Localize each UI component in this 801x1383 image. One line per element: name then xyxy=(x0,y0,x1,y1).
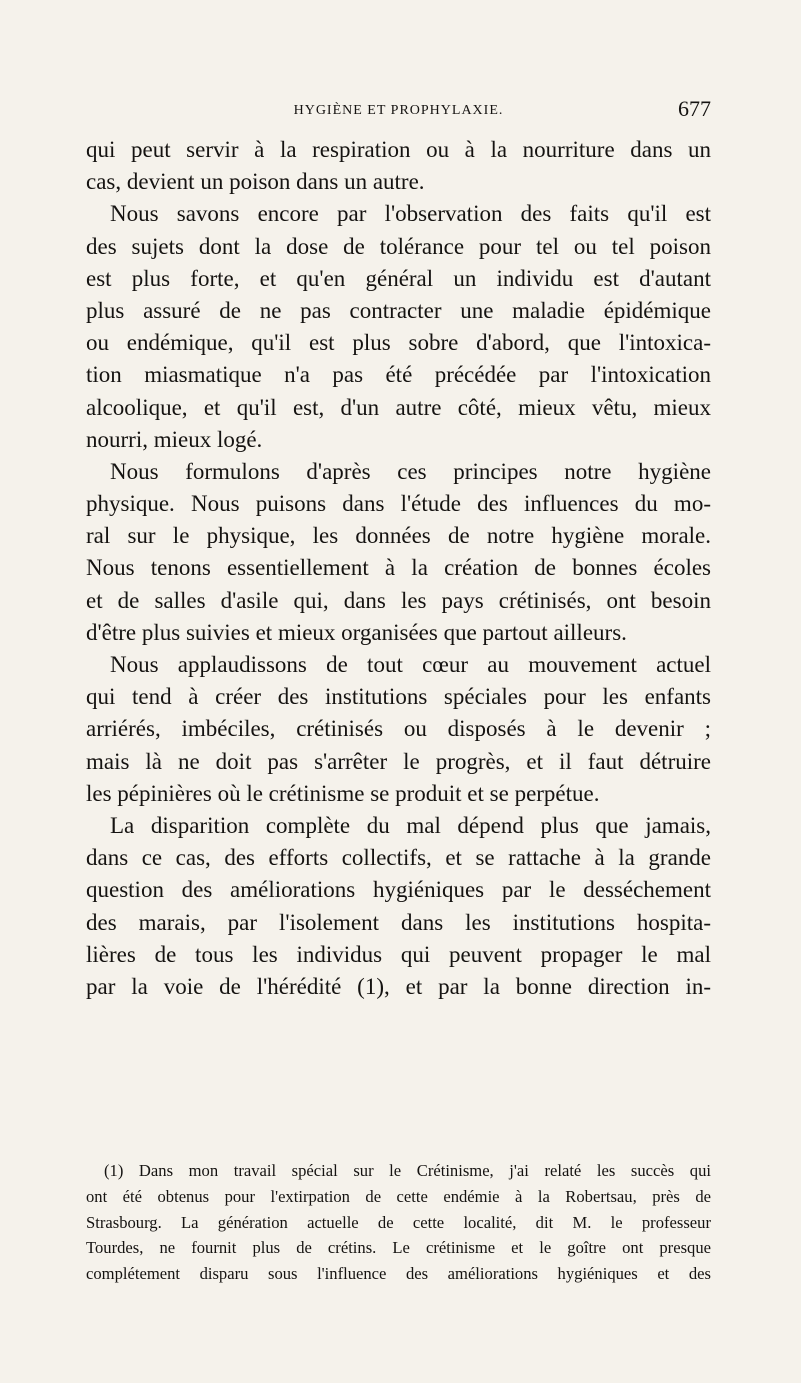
text-line: les pépinières où le crétinisme se produit et se perpétue. xyxy=(86,780,600,806)
text-line: et de salles d'asile qui, dans les pays crétinisés, ont besoin xyxy=(86,587,711,613)
text-line: des marais, par l'isolement dans les institutions hospita- xyxy=(86,909,711,935)
text-line: lières de tous les individus qui peuvent propager le mal xyxy=(86,941,711,967)
text-line: d'être plus suivies et mieux organisées que partout ailleurs. xyxy=(86,619,627,645)
footnote-line: (1) Dans mon travail spécial sur le Crétinisme, j'ai relaté les succès qui xyxy=(104,1161,711,1180)
footnote-line: Tourdes, ne fournit plus de crétins. Le crétinisme et le goître ont presque xyxy=(86,1238,711,1258)
text-line: nourri, mieux logé. xyxy=(86,426,263,452)
text-line: est plus forte, et qu'en général un individu est d'autant xyxy=(86,265,711,291)
text-line: dans ce cas, des efforts collectifs, et se rattache à la grande xyxy=(86,845,711,871)
footnote xyxy=(86,1158,711,1287)
text-line: Nous applaudissons de tout cœur au mouvement actuel xyxy=(110,652,711,677)
text-line: mais là ne doit pas s'arrêter le progrès, et il faut détruire xyxy=(86,748,711,774)
text-line: cas, devient un poison dans un autre. xyxy=(86,169,425,195)
text-line: ral sur le physique, les données de notre hygiène morale. xyxy=(86,523,711,549)
footnote-line: Strasbourg. La génération actuelle de cette localité, dit M. le professeur xyxy=(86,1212,711,1232)
text-line: Nous formulons d'après ces principes notre hygiène xyxy=(110,458,711,484)
text-line: La disparition complète du mal dépend plus que jamais, xyxy=(110,812,711,838)
text-line: des sujets dont la dose de tolérance pour tel ou tel poison xyxy=(86,233,711,259)
text-line: alcoolique, et qu'il est, d'un autre côté, mieux vêtu, mieux xyxy=(86,394,711,420)
text-line: physique. Nous puisons dans l'étude des influences du mo- xyxy=(86,491,711,517)
main-text xyxy=(86,134,711,1003)
text-line: Nous savons encore par l'observation des faits qu'il est xyxy=(110,201,711,227)
footnote-line: complétement disparu sous l'influence des améliorations hygiéniques et des xyxy=(86,1264,711,1284)
text-line: plus assuré de ne pas contracter une maladie épidémique xyxy=(86,297,711,323)
running-title: HYGIÈNE ET PROPHYLAXIE. xyxy=(293,103,504,118)
text-line: ou endémique, qu'il est plus sobre d'abord, que l'intoxica- xyxy=(86,330,711,356)
text-line: arriérés, imbéciles, crétinisés ou disposés à le devenir ; xyxy=(86,716,711,742)
text-line: tion miasmatique n'a pas été précédée par l'intoxication xyxy=(86,362,711,388)
text-line: question des améliorations hygiéniques par le desséchement xyxy=(86,877,711,903)
page-number: 677 xyxy=(678,96,711,121)
footnote-line: ont été obtenus pour l'extirpation de cette endémie à la Robertsau, près de xyxy=(86,1186,711,1206)
running-head xyxy=(86,98,711,124)
text-line: Nous tenons essentiellement à la création de bonnes écoles xyxy=(86,555,711,581)
text-line: qui tend à créer des institutions spéciales pour les enfants xyxy=(86,684,711,710)
text-line: qui peut servir à la respiration ou à la nourriture dans un xyxy=(86,137,711,162)
text-line: par la voie de l'hérédité (1), et par la bonne direction in- xyxy=(86,973,711,999)
